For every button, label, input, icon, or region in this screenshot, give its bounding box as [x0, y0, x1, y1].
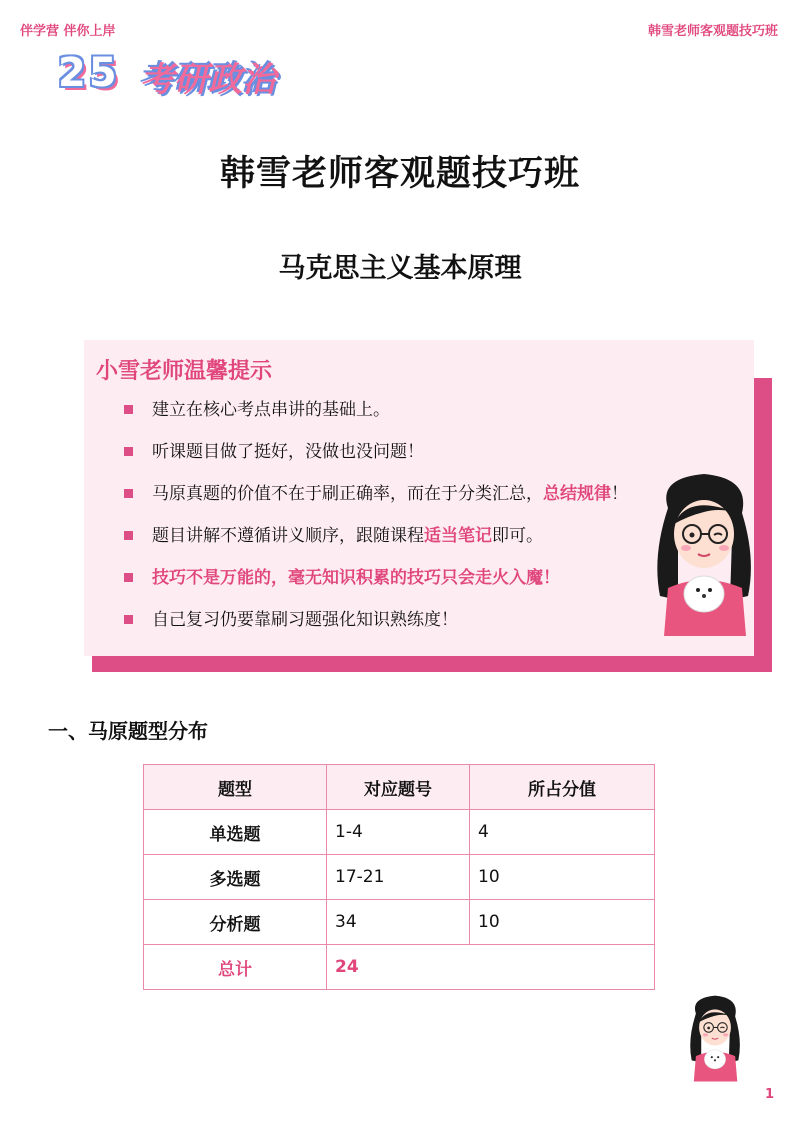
table-cell: 10 [470, 900, 655, 945]
question-type-table [143, 764, 655, 990]
tip-highlight: 适当笔记 [424, 526, 492, 546]
table-cell: 10 [470, 855, 655, 900]
table-cell: 多选题 [144, 855, 327, 900]
table-header-cell: 所占分值 [470, 765, 655, 810]
table-row [144, 810, 655, 855]
table-cell: 17-21 [327, 855, 470, 900]
table-cell: 4 [470, 810, 655, 855]
table-header-cell: 题型 [144, 765, 327, 810]
logo-number: 25 [58, 50, 120, 96]
table-header-cell: 对应题号 [327, 765, 470, 810]
table-header-row [144, 765, 655, 810]
page-title: 韩雪老师客观题技巧班 [219, 154, 580, 194]
table-cell: 单选题 [144, 810, 327, 855]
header-course-title: 韩雪老师客观题技巧班 [647, 24, 778, 39]
tip-item: 马原真题的价值不在于刷正确率，而在于分类汇总，总结规律！ [124, 479, 628, 521]
table-cell: 34 [327, 900, 470, 945]
tip-heading: 小雪老师温馨提示 [96, 359, 273, 384]
tip-item: 题目讲解不遵循讲义顺序，跟随课程适当笔记即可。 [124, 521, 628, 563]
total-label: 总计 [144, 945, 327, 990]
tip-item: 自己复习仍要靠刷习题强化知识熟练度！ [124, 605, 628, 647]
page-number: 1 [764, 1087, 774, 1102]
table-row [144, 855, 655, 900]
table-total-row [144, 945, 655, 990]
total-value: 24 [327, 945, 655, 990]
tip-list [124, 395, 628, 647]
table-cell: 分析题 [144, 900, 327, 945]
tip-highlight: 总结规律 [543, 484, 611, 504]
tip-item: 建立在核心考点串讲的基础上。 [124, 395, 628, 437]
table-row [144, 900, 655, 945]
tip-item: 听课题目做了挺好，没做也没问题！ [124, 437, 628, 479]
header-slogan: 伴学营 伴你上岸 [20, 24, 116, 39]
section-heading: 一、马原题型分布 [48, 719, 208, 743]
page-subtitle: 马克思主义基本原理 [278, 253, 522, 284]
teacher-avatar-small-illustration [680, 992, 750, 1082]
tip-highlight: 技巧不是万能的，毫无知识积累的技巧只会走火入魔！ [152, 568, 560, 588]
teacher-avatar-illustration [638, 468, 770, 636]
logo-text: 考研政治 [140, 60, 276, 100]
table-cell: 1-4 [327, 810, 470, 855]
tip-item [124, 563, 628, 605]
